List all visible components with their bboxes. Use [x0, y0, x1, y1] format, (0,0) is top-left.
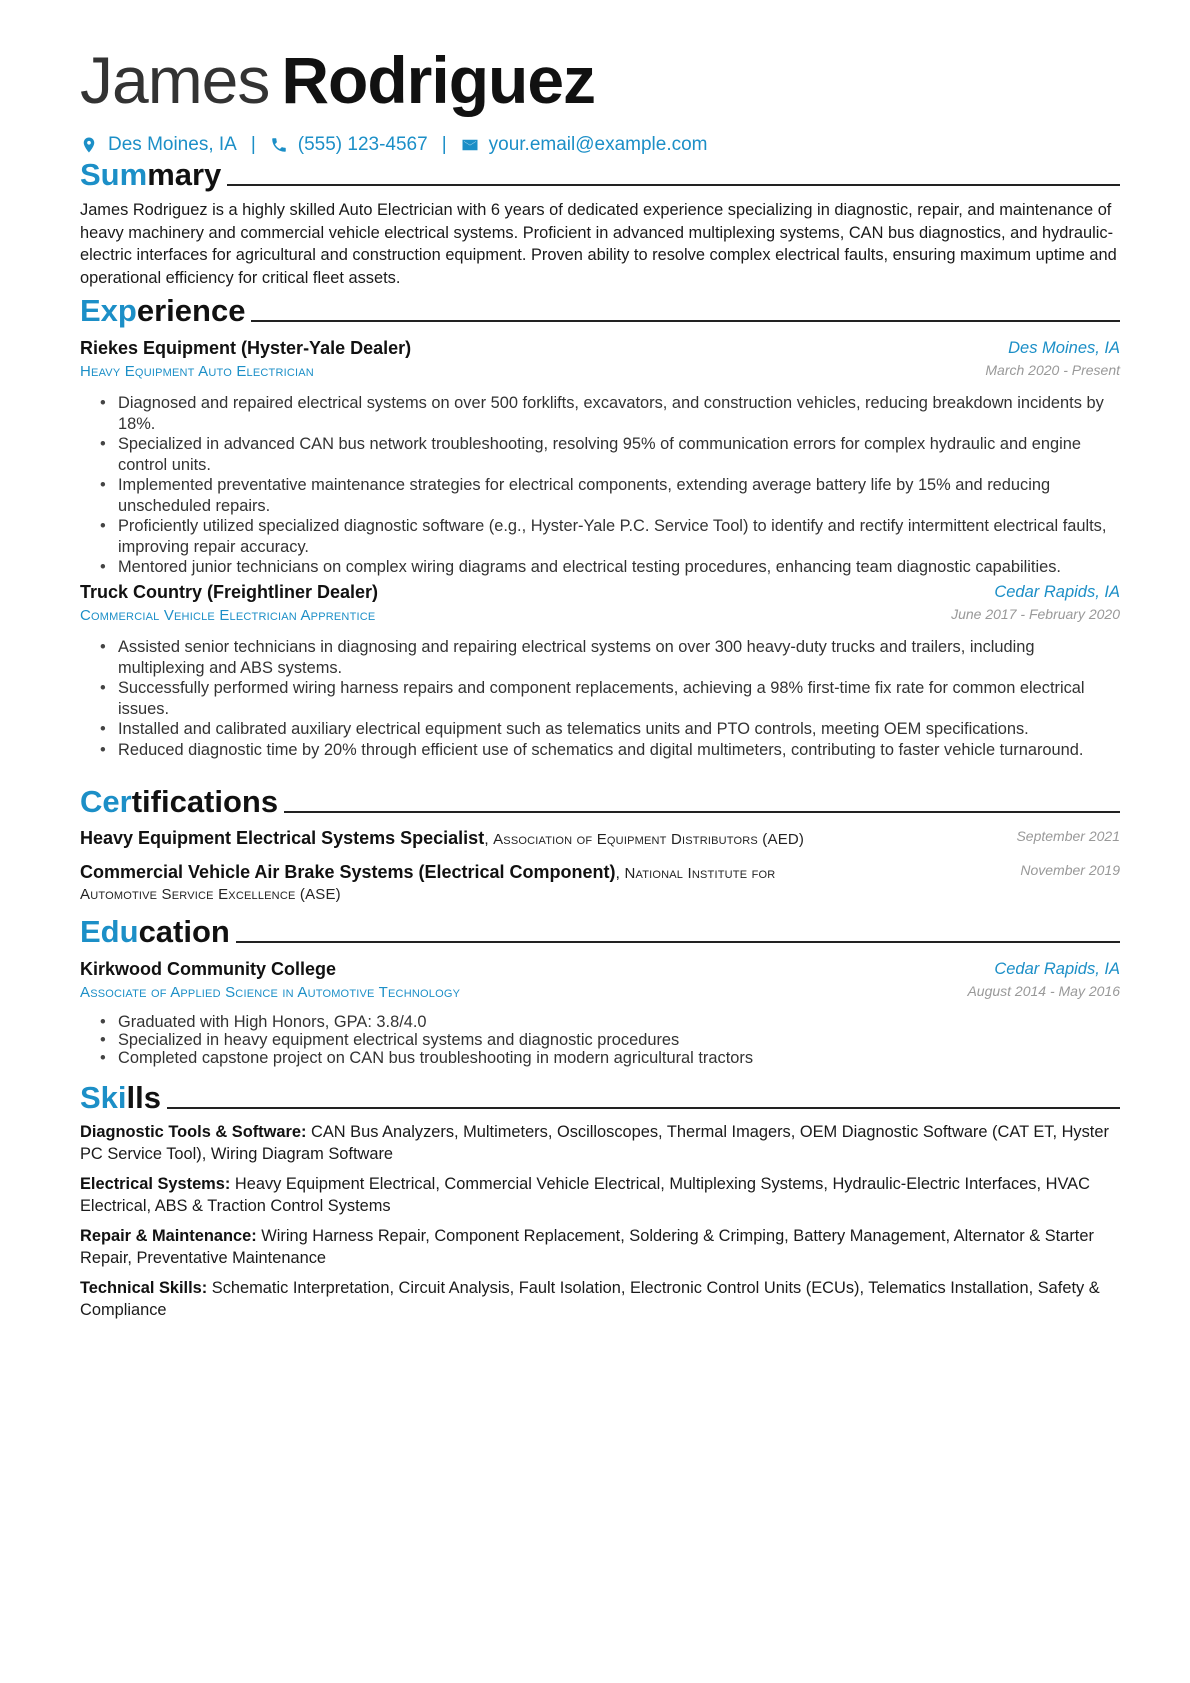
school-name: Kirkwood Community College	[80, 959, 337, 979]
job-bullets	[100, 637, 1120, 760]
certification-item: Heavy Equipment Electrical Systems Specialist, Association of Equipment Distributors (AED) September 2021	[80, 828, 1120, 848]
title-accent: Cer	[80, 784, 132, 819]
list-item: • Mentored junior technicians on complex wiring diagrams and electrical testing procedures, enhancing team diagnostic capabilities.	[100, 557, 1120, 578]
skill-group	[80, 1173, 1120, 1217]
certification-org: Association of Equipment Distributors (AED)	[493, 831, 805, 848]
list-item: • Installed and calibrated auxiliary electrical equipment such as telematics units and PTO controls, meeting OEM specifications.	[100, 719, 1120, 740]
title-rest: tifications	[131, 784, 279, 819]
section-summary	[80, 157, 1120, 193]
map-pin-icon	[80, 136, 98, 154]
job-location: Cedar Rapids, IA	[994, 583, 1120, 601]
job-title: Commercial Vehicle Electrician Apprentice	[80, 607, 376, 624]
section-rule	[284, 811, 1120, 813]
skill-label: Repair & Maintenance:	[80, 1227, 257, 1245]
job-dates: June 2017 - February 2020	[951, 606, 1120, 622]
contact-email[interactable]	[461, 134, 708, 156]
skill-label: Electrical Systems:	[80, 1175, 231, 1193]
certification-item: Commercial Vehicle Air Brake Systems (Electrical Component), National Institute for Automotive Service Excellence (ASE) November 2019	[80, 862, 1120, 903]
contact-location	[80, 134, 237, 156]
skill-values: CAN Bus Analyzers, Multimeters, Oscilloscopes, Thermal Imagers, OEM Diagnostic Software (CAT ET, Hyster PC Service Tool), Wiring Diagram Software	[80, 1123, 1109, 1163]
list-item: • Specialized in heavy equipment electrical systems and diagnostic procedures	[100, 1031, 1120, 1049]
education-entry	[80, 957, 1120, 1003]
section-certifications	[80, 784, 1120, 820]
company-name: Truck Country (Freightliner Dealer)	[80, 582, 379, 602]
skill-group	[80, 1277, 1120, 1321]
phone-text: (555) 123-4567	[297, 134, 428, 155]
first-name: James	[80, 43, 270, 117]
skill-label: Diagnostic Tools & Software:	[80, 1123, 307, 1141]
list-item: • Graduated with High Honors, GPA: 3.8/4.0	[100, 1013, 1120, 1031]
education-dates: August 2014 - May 2016	[967, 983, 1120, 999]
title-rest: lls	[126, 1080, 161, 1115]
certification-org: National Institute for Automotive Service Excellence (ASE)	[80, 865, 776, 903]
job-title: Heavy Equipment Auto Electrician	[80, 363, 314, 380]
title-rest: cation	[138, 914, 230, 949]
list-item: • Diagnosed and repaired electrical systems on over 500 forklifts, excavators, and construction vehicles, reducing breakdown incidents by 18%.	[100, 393, 1120, 434]
company-name: Riekes Equipment (Hyster-Yale Dealer)	[80, 338, 412, 358]
education-bullets	[100, 1013, 1120, 1067]
skill-label: Technical Skills:	[80, 1279, 208, 1297]
envelope-icon	[461, 136, 479, 154]
section-skills	[80, 1080, 1120, 1116]
skill-group	[80, 1121, 1120, 1165]
section-title	[80, 157, 221, 193]
phone-icon	[270, 136, 288, 154]
job-entry	[80, 580, 1120, 626]
contact-line	[80, 134, 708, 156]
section-title	[80, 784, 278, 820]
title-accent: Sum	[80, 157, 148, 192]
title-accent: Exp	[80, 293, 137, 328]
location-text: Des Moines, IA	[108, 134, 237, 155]
list-item: • Assisted senior technicians in diagnosing and repairing electrical systems on over 300 heavy-duty trucks and trailers, including multiplexing and ABS systems.	[100, 637, 1120, 678]
section-rule	[251, 320, 1120, 322]
list-item: • Completed capstone project on CAN bus troubleshooting in modern agricultural tractors	[100, 1049, 1120, 1067]
list-item: • Implemented preventative maintenance strategies for electrical components, extending average battery life by 15% and reducing unscheduled repairs.	[100, 475, 1120, 516]
school-location: Cedar Rapids, IA	[994, 960, 1120, 978]
skill-values: Heavy Equipment Electrical, Commercial Vehicle Electrical, Multiplexing Systems, Hydraulic-Electric Interfaces, HVAC Electrical, ABS & Traction Control Systems	[80, 1175, 1090, 1215]
title-accent: Ski	[80, 1080, 127, 1115]
degree: Associate of Applied Science in Automotive Technology	[80, 984, 461, 1001]
list-item: • Reduced diagnostic time by 20% through efficient use of schematics and digital multimeters, contributing to faster vehicle turnaround.	[100, 740, 1120, 761]
job-entry	[80, 336, 1120, 382]
list-item: • Successfully performed wiring harness repairs and component replacements, achieving a 98% first-time fix rate for common electrical issues.	[100, 678, 1120, 719]
title-rest: mary	[147, 157, 222, 192]
candidate-name	[80, 40, 595, 120]
email-link[interactable]: your.email@example.com	[488, 134, 708, 155]
title-accent: Edu	[80, 914, 139, 949]
section-education	[80, 914, 1120, 950]
job-location: Des Moines, IA	[1008, 339, 1120, 357]
section-rule	[236, 941, 1120, 943]
last-name: Rodriguez	[281, 43, 596, 117]
contact-phone	[270, 134, 428, 156]
skill-group	[80, 1225, 1120, 1269]
section-title	[80, 914, 230, 950]
summary-text: James Rodriguez is a highly skilled Auto Electrician with 6 years of dedicated experience specializing in diagnostic, repair, and maintenance of heavy machinery and commercial vehicle electrical systems. Proficient in advanced multiplexing systems, CAN bus diagnostics, and hydraulic-electric interfaces for agricultural and construction equipment. Proven ability to resolve complex electrical faults, ensuring maximum uptime and operational efficiency for critical fleet assets.	[80, 201, 1117, 287]
title-rest: erience	[136, 293, 246, 328]
job-dates: March 2020 - Present	[985, 362, 1120, 378]
section-title	[80, 293, 245, 329]
skill-values: Schematic Interpretation, Circuit Analysis, Fault Isolation, Electronic Control Units (ECUs), Telematics Installation, Safety & Compliance	[80, 1279, 1100, 1319]
certification-name: Commercial Vehicle Air Brake Systems (Electrical Component)	[80, 862, 616, 882]
certification-name: Heavy Equipment Electrical Systems Specialist	[80, 828, 485, 848]
certification-date: November 2019	[1020, 862, 1120, 878]
list-item: • Specialized in advanced CAN bus network troubleshooting, resolving 95% of communication errors for complex hydraulic and engine control units.	[100, 434, 1120, 475]
section-rule	[167, 1107, 1120, 1109]
section-title	[80, 1080, 161, 1116]
contact-separator: |	[441, 134, 447, 155]
section-experience	[80, 293, 1120, 329]
contact-separator: |	[250, 134, 256, 155]
skill-values: Wiring Harness Repair, Component Replacement, Soldering & Crimping, Battery Management, Alternator & Starter Repair, Preventative Maintenance	[80, 1227, 1094, 1267]
job-bullets	[100, 393, 1120, 578]
certification-date: September 2021	[1016, 828, 1120, 844]
section-rule	[227, 184, 1120, 186]
list-item: • Proficiently utilized specialized diagnostic software (e.g., Hyster-Yale P.C. Service Tool) to identify and rectify intermittent electrical faults, improving repair accuracy.	[100, 516, 1120, 557]
